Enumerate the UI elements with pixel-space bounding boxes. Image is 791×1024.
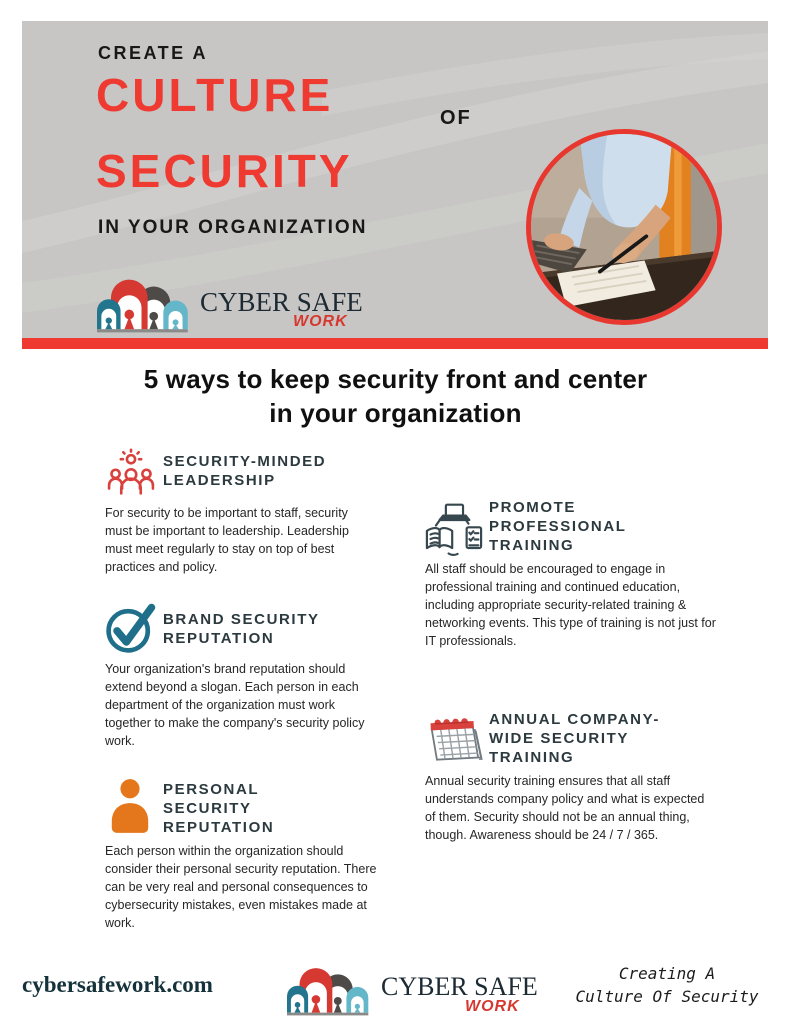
footer-slogan-line2: Culture Of Security <box>575 987 759 1006</box>
hero-photo <box>526 129 722 325</box>
brand-lockup-footer <box>287 954 547 1020</box>
hero-title-of: OF <box>440 107 472 129</box>
section-title: BRAND SECURITY REPUTATION <box>163 611 320 647</box>
section-body: For security to be important to staff, security must be important to leadership. Leadership must meet regularly to stay on top of best practices and policy. <box>105 506 349 574</box>
section-title: ANNUAL COMPANY- WIDE SECURITY TRAINING <box>489 711 660 766</box>
cyber-safe-work-logo-icon <box>97 273 193 335</box>
section-body: Your organization's brand reputation should extend beyond a slogan. Each person in each department of the organization must work together to make the company's security policy work. <box>105 662 365 748</box>
page-title-line2: in your organization <box>269 398 522 428</box>
person-writing-photo-illustration <box>531 134 717 320</box>
footer-slogan <box>552 962 782 1008</box>
brand-name: CYBER SAFE <box>381 972 538 1001</box>
brand-name: CYBER SAFE <box>200 287 363 317</box>
check-icon <box>103 600 159 656</box>
hero-subtitle: IN YOUR ORGANIZATION <box>98 217 368 238</box>
hero-kicker: CREATE A <box>98 43 208 63</box>
section-title: PERSONAL SECURITY REPUTATION <box>163 781 275 836</box>
website-url: cybersafework.com <box>22 972 213 997</box>
footer-slogan-line1: Creating A <box>618 964 716 983</box>
hero-title-security: SECURITY <box>96 145 353 197</box>
section-body: Annual security training ensures that all staff understands company policy and what is expected of them. Security should not be an annual thing, though. Awareness should be 24 / 7 / 365. <box>425 774 705 842</box>
person-icon <box>107 778 153 834</box>
hero-title-culture: CULTURE <box>96 69 334 121</box>
brand-lockup-header <box>97 273 367 335</box>
section-title: SECURITY-MINDED LEADERSHIP <box>163 453 327 489</box>
section-body: All staff should be encouraged to engage in professional training and continued education, including appropriate security-related training & networking events. This type of training is not just for IT professionals. <box>425 562 716 648</box>
red-divider-bar <box>22 338 768 349</box>
leadership-icon <box>105 448 157 498</box>
section-title: PROMOTE PROFESSIONAL TRAINING <box>489 499 627 554</box>
section-body: Each person within the organization should consider their personal security reputation. There can be very real and personal consequences to cybersecurity mistakes, even mistakes made at work. <box>105 844 377 930</box>
page-title-line1: 5 ways to keep security front and center <box>143 364 648 394</box>
page-title <box>0 362 791 430</box>
training-icon <box>423 502 485 558</box>
cyber-safe-work-logo-icon <box>287 962 373 1018</box>
brand-name-work: WORK <box>465 998 520 1015</box>
brand-name-work: WORK <box>293 313 348 330</box>
calendar-icon <box>421 714 485 766</box>
